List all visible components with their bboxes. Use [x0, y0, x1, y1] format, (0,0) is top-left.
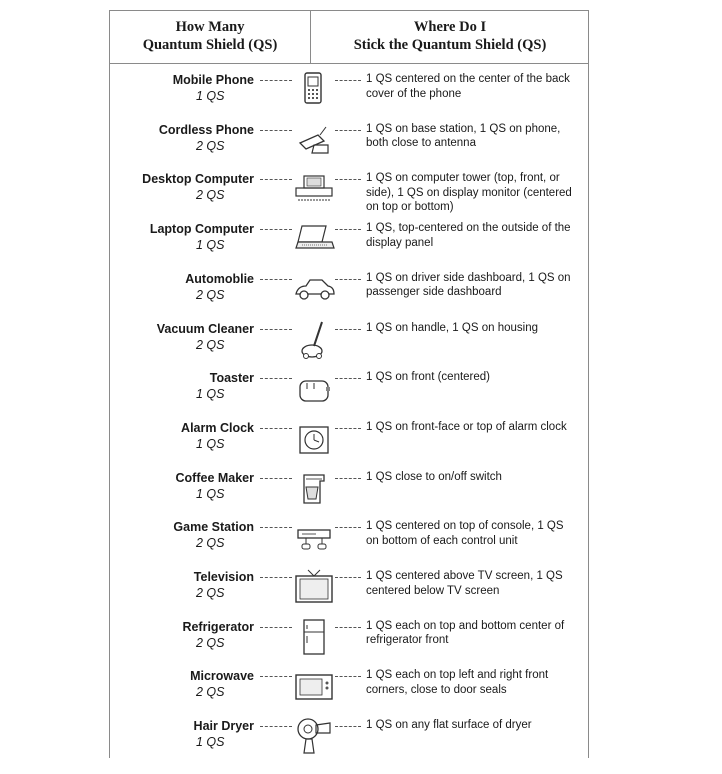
placement-description: 1 QS on front-face or top of alarm clock	[366, 420, 567, 433]
leader-line-left	[260, 676, 292, 677]
alarm-clock-icon	[292, 417, 336, 461]
leader-line-left	[260, 329, 292, 330]
leader-line-right	[335, 726, 361, 727]
device-name: Television	[193, 570, 254, 584]
leader-line-left	[260, 229, 292, 230]
qs-count: 1 QS	[196, 387, 225, 402]
qs-count: 2 QS	[196, 685, 225, 700]
table-header	[110, 11, 588, 63]
header-left-line1: How Many	[175, 19, 245, 35]
qs-placement-chart	[109, 10, 589, 758]
leader-line-left	[260, 428, 292, 429]
leader-line-right	[335, 676, 361, 677]
leader-line-right	[335, 229, 361, 230]
leader-line-right	[335, 527, 361, 528]
placement-description: 1 QS on base station, 1 QS on phone, both close to antenna	[366, 122, 561, 150]
qs-count: 1 QS	[196, 436, 225, 451]
leader-line-right	[335, 428, 361, 429]
header-left-line2: Quantum Shield (QS)	[142, 37, 278, 53]
placement-description: 1 QS centered on top of console, 1 QS on bottom of each control unit	[366, 520, 564, 547]
television-icon	[292, 566, 336, 610]
placement-description: 1 QS on any flat surface of dryer	[366, 719, 532, 732]
device-row	[110, 272, 588, 322]
device-row	[110, 669, 588, 719]
leader-line-right	[335, 478, 361, 479]
cordless-phone-icon	[292, 119, 336, 163]
device-row	[110, 172, 588, 222]
device-name: Microwave	[190, 669, 254, 684]
leader-line-left	[260, 726, 292, 727]
placement-description: 1 QS on driver side dashboard, 1 QS on passenger side dashboard	[366, 271, 571, 299]
header-where	[312, 18, 588, 54]
desktop-computer-icon	[292, 168, 336, 212]
leader-line-left	[260, 478, 292, 479]
device-row	[110, 222, 588, 272]
device-name: Cordless Phone	[158, 122, 254, 137]
leader-line-left	[260, 627, 292, 628]
device-row	[110, 123, 588, 173]
placement-description: 1 QS centered on the center of the back cover of the phone	[366, 73, 570, 100]
hair-dryer-icon	[292, 715, 336, 759]
car-icon	[292, 268, 336, 312]
device-name: Coffee Maker	[175, 470, 254, 485]
qs-count: 2 QS	[196, 138, 225, 153]
leader-line-right	[335, 279, 361, 280]
device-name: Game Station	[173, 520, 254, 535]
placement-description: 1 QS on handle, 1 QS on housing	[366, 321, 538, 334]
leader-line-right	[335, 627, 361, 628]
placement-description: 1 QS on computer tower (top, front, or side), 1 QS on display monitor (centered on top or bottom)	[366, 172, 572, 214]
placement-description: 1 QS on front (centered)	[366, 371, 491, 384]
coffee-maker-icon	[292, 467, 336, 511]
device-name: Vacuum Cleaner	[156, 321, 254, 336]
qs-count: 1 QS	[196, 486, 225, 501]
leader-line-left	[260, 378, 292, 379]
device-row	[110, 570, 588, 620]
leader-line-left	[260, 130, 292, 131]
placement-description: 1 QS, top-centered on the outside of the display panel	[366, 222, 571, 249]
leader-line-left	[260, 577, 292, 578]
header-right-line1: Where Do I	[413, 19, 487, 35]
device-row	[110, 421, 588, 471]
vacuum-cleaner-icon	[292, 318, 336, 362]
header-divider	[310, 11, 311, 63]
qs-count: 2 QS	[196, 635, 225, 650]
qs-count: 2 QS	[196, 287, 225, 302]
header-how-many	[110, 18, 310, 54]
header-right-line2: Stick the Quantum Shield (QS)	[353, 37, 547, 53]
device-row	[110, 471, 588, 521]
device-row	[110, 520, 588, 570]
refrigerator-icon	[292, 616, 336, 660]
leader-line-left	[260, 279, 292, 280]
device-name: Hair Dryer	[193, 719, 254, 734]
leader-line-right	[335, 329, 361, 330]
qs-count: 2 QS	[196, 337, 225, 352]
leader-line-left	[260, 527, 292, 528]
qs-count: 1 QS	[196, 735, 225, 750]
device-name: Toaster	[209, 371, 254, 386]
leader-line-right	[335, 130, 361, 131]
qs-count: 1 QS	[196, 89, 225, 103]
device-name: Mobile Phone	[172, 73, 254, 87]
device-name: Desktop Computer	[142, 172, 254, 187]
device-name: Refrigerator	[182, 619, 254, 634]
toaster-icon	[292, 367, 336, 411]
laptop-icon	[292, 218, 336, 262]
device-row	[110, 719, 588, 769]
placement-description: 1 QS each on top left and right front corners, close to door seals	[366, 669, 549, 696]
leader-line-left	[260, 80, 292, 81]
device-row	[110, 73, 588, 123]
device-row	[110, 620, 588, 670]
microwave-icon	[292, 665, 336, 709]
leader-line-right	[335, 577, 361, 578]
placement-description: 1 QS centered above TV screen, 1 QS centered below TV screen	[366, 570, 563, 597]
device-row	[110, 322, 588, 372]
device-name: Laptop Computer	[149, 222, 254, 237]
leader-line-right	[335, 80, 361, 81]
device-name: Automoblie	[185, 271, 254, 286]
game-console-icon	[292, 516, 336, 560]
device-row	[110, 371, 588, 421]
header-rule	[110, 63, 588, 64]
qs-count: 2 QS	[196, 188, 225, 203]
qs-count: 2 QS	[196, 536, 225, 551]
device-name: Alarm Clock	[181, 420, 254, 435]
placement-description: 1 QS close to on/off switch	[366, 470, 502, 483]
placement-description: 1 QS each on top and bottom center of refrigerator front	[366, 619, 565, 647]
leader-line-right	[335, 179, 361, 180]
leader-line-right	[335, 378, 361, 379]
leader-line-left	[260, 179, 292, 180]
qs-count: 2 QS	[196, 586, 225, 600]
mobile-phone-icon	[292, 69, 336, 113]
qs-count: 1 QS	[196, 238, 225, 253]
